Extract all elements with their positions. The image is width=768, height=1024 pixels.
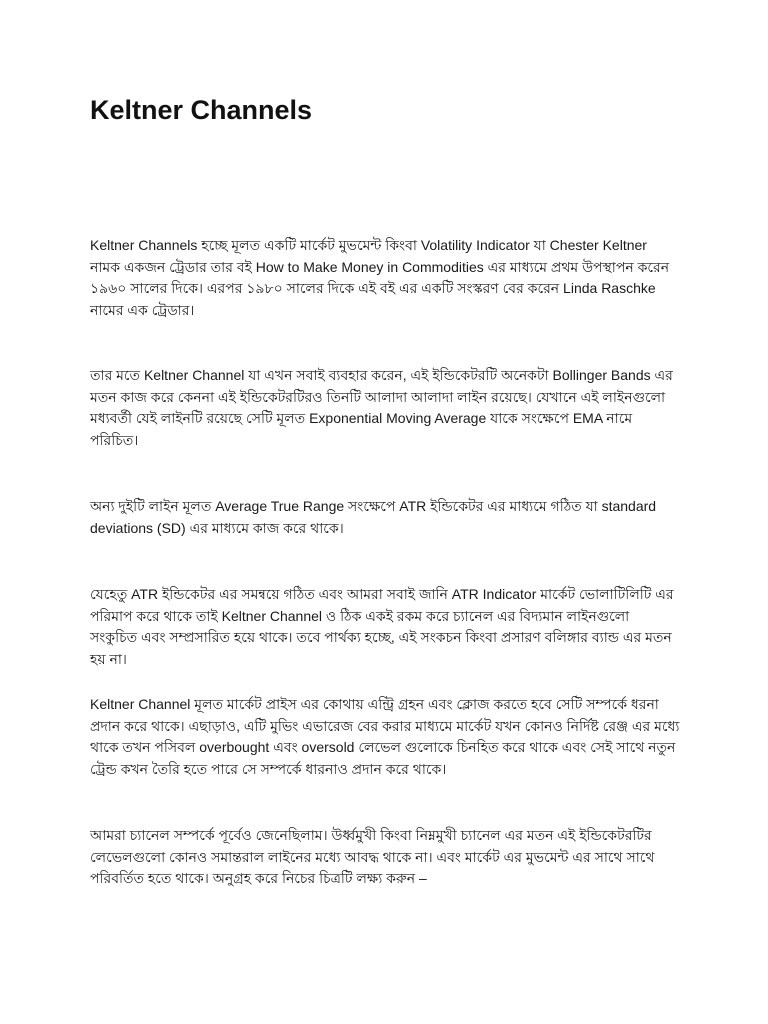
paragraph-intro: Keltner Channels হচ্ছে মূলত একটি মার্কেট মুভমেন্ট কিংবা Volatility Indicator যা Chester Keltner নামক একজন ট্রেডার তার বই How to Make Money in Commodities এর মাধ্যমে প্রথম উপস্থাপন করেন ১৯৬০ সালের দিকে। এরপর ১৯৮০ সালের দিকে এই বই এর একটি সংস্করণ বের করেন Linda Raschke নামের এক ট্রেডার। xyxy=(90,237,670,318)
paragraph-channel-levels: আমরা চ্যানেল সম্পর্কে পূর্বেও জেনেছিলাম। উর্ধ্বমুখী কিংবা নিম্নমুখী চ্যানেল এর মতন এই ইন্ডিকেটরটির লেভেলগুলো কোনও সমান্তরাল লাইনের মধ্যে আবদ্ধ থাকে না। এবং মার্কেট এর মুভমেন্ট এর সাথে সাথে পরিবর্তিত হতে থাকে। অনুগ্রহ করে নিচের চিত্রটি লক্ষ্য করুন – xyxy=(90,827,655,886)
page-title: Keltner Channels xyxy=(90,95,313,125)
paragraph-volatility: যেহেতু ATR ইন্ডিকেটর এর সমন্বয়ে গঠিত এবং আমরা সবাই জানি ATR Indicator মার্কেট ভোলাটিলিটি এর পরিমাপ করে থাকে তাই Keltner Channel ও ঠিক একই রকম করে চ্যানেল এর বিদ্যমান লাইনগুলো সংকুচিত এবং সম্প্রসারিত হয়ে থাকে। তবে পার্থক্য হচ্ছে, এই সংকচন কিংবা প্রসারণ বলিঙ্গার ব্যান্ড এর মতন হয় না। xyxy=(90,586,674,667)
paragraph-atr-lines: অন্য দুইটি লাইন মূলত Average True Range সংক্ষেপে ATR ইন্ডিকেটর এর মাধ্যমে গঠিত যা standard deviations (SD) এর মাধ্যমে কাজ করে থাকে। xyxy=(90,498,657,536)
paragraph-entry-exit: Keltner Channel মূলত মার্কেট প্রাইস এর কোথায় এন্ট্রি গ্রহন এবং ক্লোজ করতে হবে সেটি সম্পর্কে ধরনা প্রদান করে থাকে। এছাড়াও, এটি মুভিং এভারেজ বের করার মাধ্যমে মার্কেট যখন কোনও নির্দিষ্ট রেঞ্জ এর মধ্যে থাকে তখন পসিবল overbought এবং oversold লেভেল গুলোকে চিনহিত করে থাকে এবং সেই সাথে নতুন ট্রেন্ড কখন তৈরি হতে পারে সে সম্পর্কে ধারনাও প্রদান করে থাকে। xyxy=(90,696,680,777)
paragraph-bollinger-comparison: তার মতে Keltner Channel যা এখন সবাই ব্যবহার করেন, এই ইন্ডিকেটরটি অনেকটা Bollinger Bands এর মতন কাজ করে কেননা এই ইন্ডিকেটরটিরও তিনটি আলাদা আলাদা লাইন রয়েছে। যেখানে এই লাইনগুলো মধ্যবর্তী যেই লাইনটি রয়েছে সেটি মূলত Exponential Moving Average যাকে সংক্ষেপে EMA নামে পরিচিত। xyxy=(90,367,673,448)
